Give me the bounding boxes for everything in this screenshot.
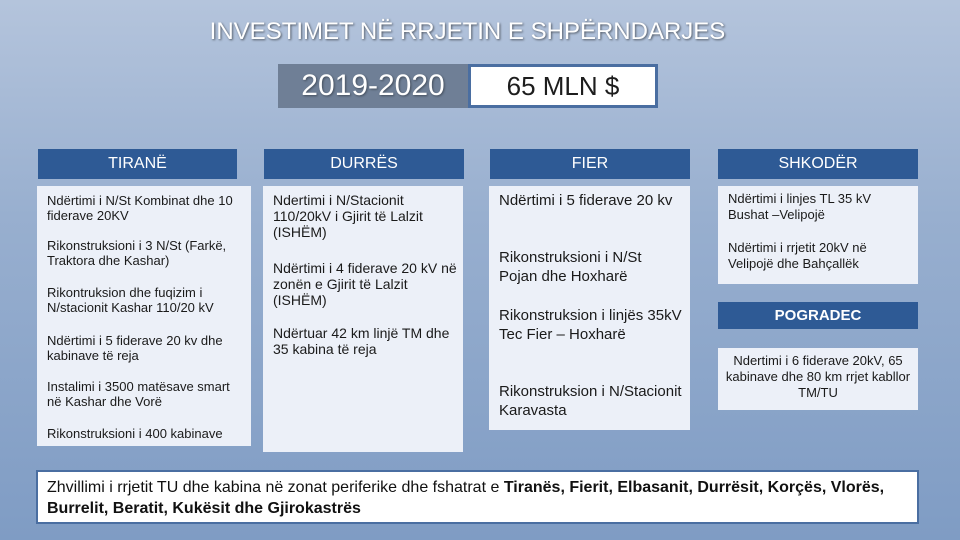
region-header-tirane: TIRANË <box>38 149 237 179</box>
list-item: Rikonstruksion i N/Stacionit Karavasta <box>499 383 682 419</box>
list-item: Ndërtimi i N/St Kombinat dhe 10 fiderave 20KV <box>47 193 233 223</box>
amount-box: 65 MLN $ <box>468 64 658 108</box>
list-item: Ndërtuar 42 km linjë TM dhe 35 kabina të reja <box>273 325 450 357</box>
list-item: Rikonstruksioni i 3 N/St (Farkë, Traktora dhe Kashar) <box>47 238 227 268</box>
list-item: Ndërtimi i 5 fiderave 20 kv <box>499 192 673 209</box>
list-item: Ndertimi i N/Stacionit 110/20kV i Gjirit të Lalzit (ISHËM) <box>273 192 423 240</box>
region-header-durres: DURRËS <box>264 149 464 179</box>
summary-cities: Tiranës, Fierit, Elbasanit, Durrësit, Korçës, Vlorës, Burrelit, Beratit, Kukësit dhe Gjirokastrës <box>47 479 885 517</box>
list-item: Ndërtimi i linjes TL 35 kV Bushat –Velipojë <box>728 191 872 222</box>
region-card-fier <box>489 186 690 430</box>
list-item: Rikonstruksion i linjës 35kV Tec Fier – Hoxharë <box>499 307 682 343</box>
list-item: Ndërtimi i 4 fiderave 20 kV në zonën e Gjirit të Lalzit (ISHËM) <box>273 260 457 308</box>
region-header-pogradec: POGRADEC <box>718 302 918 329</box>
list-item: Instalimi i 3500 matësave smart në Kashar dhe Vorë <box>47 379 230 409</box>
summary-box <box>36 470 919 524</box>
region-card-tirane <box>37 186 251 446</box>
page-title: INVESTIMET NË RRJETIN E SHPËRNDARJES <box>209 18 726 45</box>
region-header-shkoder: SHKODËR <box>718 149 918 179</box>
region-card-durres <box>263 186 463 452</box>
list-item: Rikonstruksioni i N/St Pojan dhe Hoxharë <box>499 249 642 285</box>
region-card-pogradec <box>718 348 918 410</box>
list-item: Ndërtimi i rrjetit 20kV në Velipojë dhe Bahçallëk <box>728 240 867 271</box>
summary-intro: Zhvillimi i rrjetit TU dhe kabina në zonat periferike dhe fshatrat e <box>47 479 504 496</box>
region-header-fier: FIER <box>490 149 690 179</box>
list-item: Ndërtimi i 5 fiderave 20 kv dhe kabinave të reja <box>47 333 223 363</box>
list-item: Ndertimi i 6 fiderave 20kV, 65 kabinave dhe 80 km rrjet kabllor TM/TU <box>725 353 911 400</box>
region-card-shkoder <box>718 186 918 284</box>
list-item: Rikonstruksioni i 400 kabinave <box>47 426 223 441</box>
list-item: Rikontruksion dhe fuqizim i N/stacionit Kashar 110/20 kV <box>47 285 214 315</box>
period-box: 2019-2020 <box>278 64 468 108</box>
